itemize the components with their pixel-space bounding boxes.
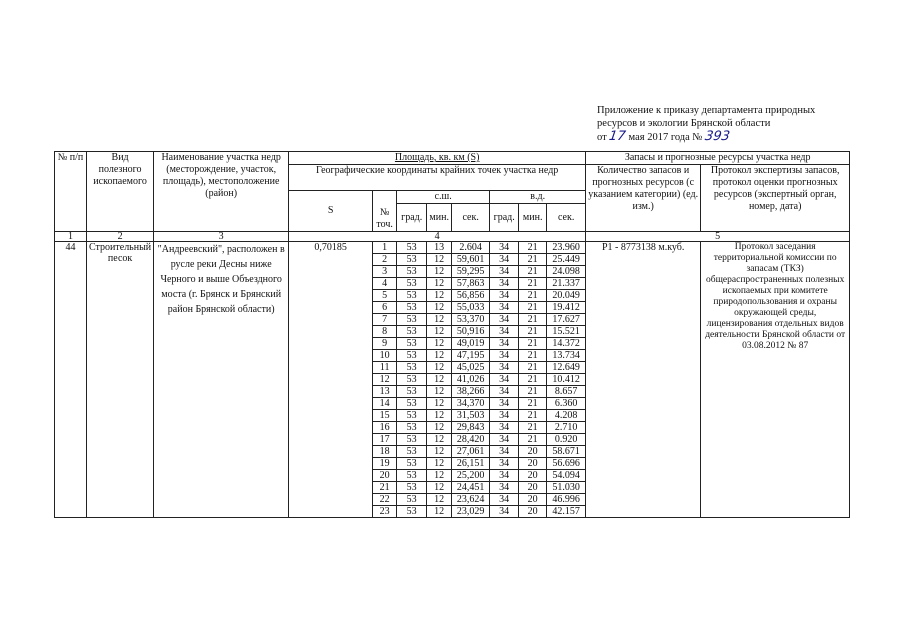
point-lon-min: 21 [519, 362, 547, 374]
point-lon-deg: 34 [490, 350, 519, 362]
point-lon-deg: 34 [490, 386, 519, 398]
header-site: Наименование участка недр (месторождение, участок, площадь), местоположение (район) [154, 152, 289, 232]
point-lat-deg: 53 [397, 278, 427, 290]
point-number: 6 [373, 302, 397, 314]
point-lat-min: 12 [427, 350, 452, 362]
point-lon-min: 21 [519, 314, 547, 326]
point-lat-sec: 31,503 [452, 410, 490, 422]
header-lon: в.д. [490, 191, 586, 204]
point-lat-deg: 53 [397, 266, 427, 278]
point-lon-sec: 56.696 [547, 458, 586, 470]
point-lat-min: 12 [427, 470, 452, 482]
point-lat-deg: 53 [397, 254, 427, 266]
point-lat-min: 12 [427, 326, 452, 338]
point-lon-min: 21 [519, 278, 547, 290]
point-lon-deg: 34 [490, 278, 519, 290]
point-lat-min: 12 [427, 398, 452, 410]
point-lon-deg: 34 [490, 362, 519, 374]
point-lat-sec: 53,370 [452, 314, 490, 326]
handwritten-order-number: 393 [704, 129, 731, 144]
point-lon-deg: 34 [490, 338, 519, 350]
point-lat-min: 12 [427, 482, 452, 494]
point-lon-sec: 0.920 [547, 434, 586, 446]
point-lon-sec: 25.449 [547, 254, 586, 266]
point-lat-sec: 45,025 [452, 362, 490, 374]
point-lon-min: 20 [519, 458, 547, 470]
point-lon-min: 20 [519, 482, 547, 494]
appendix-note [597, 104, 857, 144]
point-lon-deg: 34 [490, 242, 519, 254]
point-lon-sec: 54.094 [547, 470, 586, 482]
point-lat-min: 12 [427, 374, 452, 386]
header-qty: Количество запасов и прогнозных ресурсов (с указанием категории) (ед. изм.) [586, 165, 701, 232]
point-lat-deg: 53 [397, 362, 427, 374]
point-lat-sec: 41,026 [452, 374, 490, 386]
point-number: 10 [373, 350, 397, 362]
point-lon-deg: 34 [490, 374, 519, 386]
point-number: 20 [373, 470, 397, 482]
point-lat-deg: 53 [397, 386, 427, 398]
point-lat-deg: 53 [397, 482, 427, 494]
point-number: 8 [373, 326, 397, 338]
point-lon-deg: 34 [490, 290, 519, 302]
point-lon-min: 21 [519, 374, 547, 386]
point-lat-deg: 53 [397, 458, 427, 470]
point-lat-sec: 34,370 [452, 398, 490, 410]
point-number: 18 [373, 446, 397, 458]
point-number: 17 [373, 434, 397, 446]
col-number-5: 5 [586, 232, 850, 242]
point-number: 5 [373, 290, 397, 302]
point-lon-deg: 34 [490, 494, 519, 506]
point-lat-min: 12 [427, 254, 452, 266]
point-lon-sec: 20.049 [547, 290, 586, 302]
point-lat-deg: 53 [397, 326, 427, 338]
point-lat-deg: 53 [397, 506, 427, 518]
point-lon-min: 21 [519, 302, 547, 314]
point-lon-min: 21 [519, 242, 547, 254]
point-lat-deg: 53 [397, 470, 427, 482]
point-lat-deg: 53 [397, 494, 427, 506]
point-lon-min: 21 [519, 410, 547, 422]
point-lon-min: 21 [519, 326, 547, 338]
point-lat-sec: 26,151 [452, 458, 490, 470]
point-lon-sec: 42.157 [547, 506, 586, 518]
point-lon-sec: 2.710 [547, 422, 586, 434]
header-lat: с.ш. [397, 191, 490, 204]
point-lon-sec: 15.521 [547, 326, 586, 338]
point-lat-min: 12 [427, 506, 452, 518]
point-lon-min: 20 [519, 470, 547, 482]
point-lon-deg: 34 [490, 398, 519, 410]
point-number: 1 [373, 242, 397, 254]
point-lat-deg: 53 [397, 338, 427, 350]
point-number: 9 [373, 338, 397, 350]
point-lon-sec: 58.671 [547, 446, 586, 458]
point-lat-sec: 24,451 [452, 482, 490, 494]
col-number-2: 2 [87, 232, 154, 242]
point-lon-deg: 34 [490, 434, 519, 446]
point-lat-min: 12 [427, 266, 452, 278]
point-lat-deg: 53 [397, 398, 427, 410]
point-lat-deg: 53 [397, 410, 427, 422]
point-lon-deg: 34 [490, 470, 519, 482]
point-number: 16 [373, 422, 397, 434]
record-site: "Андреевский", расположен в русле реки Десны ниже Черного и выше Объездного моста (г. Брянск и Брянский район Брянской области) [154, 242, 289, 518]
point-lon-sec: 51.030 [547, 482, 586, 494]
point-lat-min: 12 [427, 278, 452, 290]
point-lat-min: 12 [427, 458, 452, 470]
point-lon-min: 21 [519, 434, 547, 446]
point-lon-sec: 19.412 [547, 302, 586, 314]
appendix-line-3 [597, 130, 857, 144]
point-number: 2 [373, 254, 397, 266]
point-lat-min: 12 [427, 410, 452, 422]
point-number: 22 [373, 494, 397, 506]
header-reserves-title: Запасы и прогнозные ресурсы участка недр [586, 152, 850, 165]
record-area: 0,70185 [289, 242, 373, 518]
point-lat-min: 12 [427, 446, 452, 458]
point-lat-sec: 2.604 [452, 242, 490, 254]
point-number: 15 [373, 410, 397, 422]
point-lat-sec: 25,200 [452, 470, 490, 482]
header-protocol: Протокол экспертизы запасов, протокол оценки прогнозных ресурсов (экспертный орган, номер, дата) [701, 165, 850, 232]
point-lat-sec: 55,033 [452, 302, 490, 314]
header-lat-deg: град. [397, 204, 427, 232]
point-lon-sec: 8.657 [547, 386, 586, 398]
point-number: 7 [373, 314, 397, 326]
point-number: 19 [373, 458, 397, 470]
appendix-date-prefix: от [597, 132, 607, 143]
point-lat-min: 12 [427, 422, 452, 434]
point-lon-deg: 34 [490, 302, 519, 314]
point-lon-min: 21 [519, 398, 547, 410]
point-lon-min: 20 [519, 446, 547, 458]
col-number-4: 4 [289, 232, 586, 242]
point-lat-deg: 53 [397, 446, 427, 458]
point-lon-deg: 34 [490, 266, 519, 278]
point-lon-min: 21 [519, 338, 547, 350]
point-number: 14 [373, 398, 397, 410]
header-s: S [289, 191, 373, 232]
header-point: № точ. [373, 191, 397, 232]
point-lat-min: 12 [427, 338, 452, 350]
point-lat-min: 12 [427, 434, 452, 446]
point-lat-min: 12 [427, 290, 452, 302]
point-lat-deg: 53 [397, 314, 427, 326]
record-num: 44 [55, 242, 87, 518]
appendix-line-1: Приложение к приказу департамента природных [597, 105, 816, 116]
point-lat-sec: 50,916 [452, 326, 490, 338]
header-area-title: Площадь, кв. км (S) [289, 152, 586, 165]
header-mineral: Вид полезного ископаемого [87, 152, 154, 232]
point-lat-sec: 23,029 [452, 506, 490, 518]
point-lon-min: 21 [519, 422, 547, 434]
col-number-3: 3 [154, 232, 289, 242]
point-lat-deg: 53 [397, 242, 427, 254]
point-lat-min: 12 [427, 314, 452, 326]
header-lon-deg: град. [490, 204, 519, 232]
point-number: 4 [373, 278, 397, 290]
point-lon-sec: 14.372 [547, 338, 586, 350]
handwritten-day: 17 [608, 129, 627, 144]
point-lat-sec: 23,624 [452, 494, 490, 506]
point-lon-sec: 12.649 [547, 362, 586, 374]
subsoil-register-table [54, 151, 850, 518]
point-lon-deg: 34 [490, 314, 519, 326]
point-number: 12 [373, 374, 397, 386]
point-lon-deg: 34 [490, 446, 519, 458]
point-lon-deg: 34 [490, 422, 519, 434]
header-lon-sec: сек. [547, 204, 586, 232]
point-lat-min: 12 [427, 362, 452, 374]
point-number: 21 [373, 482, 397, 494]
point-lat-deg: 53 [397, 290, 427, 302]
point-lon-deg: 34 [490, 458, 519, 470]
point-lon-sec: 6.360 [547, 398, 586, 410]
point-lon-sec: 46.996 [547, 494, 586, 506]
point-lat-sec: 28,420 [452, 434, 490, 446]
point-lon-min: 20 [519, 494, 547, 506]
point-lat-sec: 59,295 [452, 266, 490, 278]
appendix-date-rest: мая 2017 года № [628, 132, 703, 143]
point-lon-min: 21 [519, 386, 547, 398]
point-lat-sec: 57,863 [452, 278, 490, 290]
point-lat-deg: 53 [397, 374, 427, 386]
point-lat-min: 12 [427, 386, 452, 398]
header-lat-min: мин. [427, 204, 452, 232]
record-mineral: Строительный песок [87, 242, 154, 518]
point-lon-sec: 23.960 [547, 242, 586, 254]
header-geo: Географические координаты крайних точек участка недр [289, 165, 586, 191]
point-lon-min: 21 [519, 254, 547, 266]
header-lon-min: мин. [519, 204, 547, 232]
point-lon-sec: 17.627 [547, 314, 586, 326]
point-lon-min: 21 [519, 350, 547, 362]
point-lon-sec: 10.412 [547, 374, 586, 386]
point-lat-deg: 53 [397, 422, 427, 434]
point-lat-deg: 53 [397, 350, 427, 362]
point-lon-deg: 34 [490, 254, 519, 266]
point-lat-sec: 47,195 [452, 350, 490, 362]
col-number-1: 1 [55, 232, 87, 242]
point-lon-deg: 34 [490, 506, 519, 518]
point-lat-sec: 59,601 [452, 254, 490, 266]
record-qty: P1 - 8773138 м.куб. [586, 242, 701, 518]
point-lat-deg: 53 [397, 434, 427, 446]
point-lon-min: 20 [519, 506, 547, 518]
point-lat-min: 13 [427, 242, 452, 254]
appendix-line-2: ресурсов и экологии Брянской области [597, 118, 771, 129]
point-lon-sec: 21.337 [547, 278, 586, 290]
point-lat-deg: 53 [397, 302, 427, 314]
point-lon-deg: 34 [490, 326, 519, 338]
point-lon-sec: 4.208 [547, 410, 586, 422]
point-lon-min: 21 [519, 290, 547, 302]
point-lon-deg: 34 [490, 482, 519, 494]
point-number: 3 [373, 266, 397, 278]
point-lon-deg: 34 [490, 410, 519, 422]
point-number: 13 [373, 386, 397, 398]
point-lat-sec: 49,019 [452, 338, 490, 350]
point-lat-sec: 29,843 [452, 422, 490, 434]
point-number: 23 [373, 506, 397, 518]
header-num: № п/п [55, 152, 87, 232]
record-protocol: Протокол заседания территориальной комиссии по запасам (ТКЗ) общераспространенных полезных ископаемых при комитете природопользования и охраны окружающей среды, лицензирования отдельных видов деятельности Брянской области от 03.08.2012 № 87 [701, 242, 850, 518]
point-number: 11 [373, 362, 397, 374]
point-lat-min: 12 [427, 494, 452, 506]
point-lat-sec: 38,266 [452, 386, 490, 398]
point-lon-min: 21 [519, 266, 547, 278]
point-lat-sec: 56,856 [452, 290, 490, 302]
header-lat-sec: сек. [452, 204, 490, 232]
point-lon-sec: 13.734 [547, 350, 586, 362]
point-lon-sec: 24.098 [547, 266, 586, 278]
point-lat-sec: 27,061 [452, 446, 490, 458]
point-lat-min: 12 [427, 302, 452, 314]
